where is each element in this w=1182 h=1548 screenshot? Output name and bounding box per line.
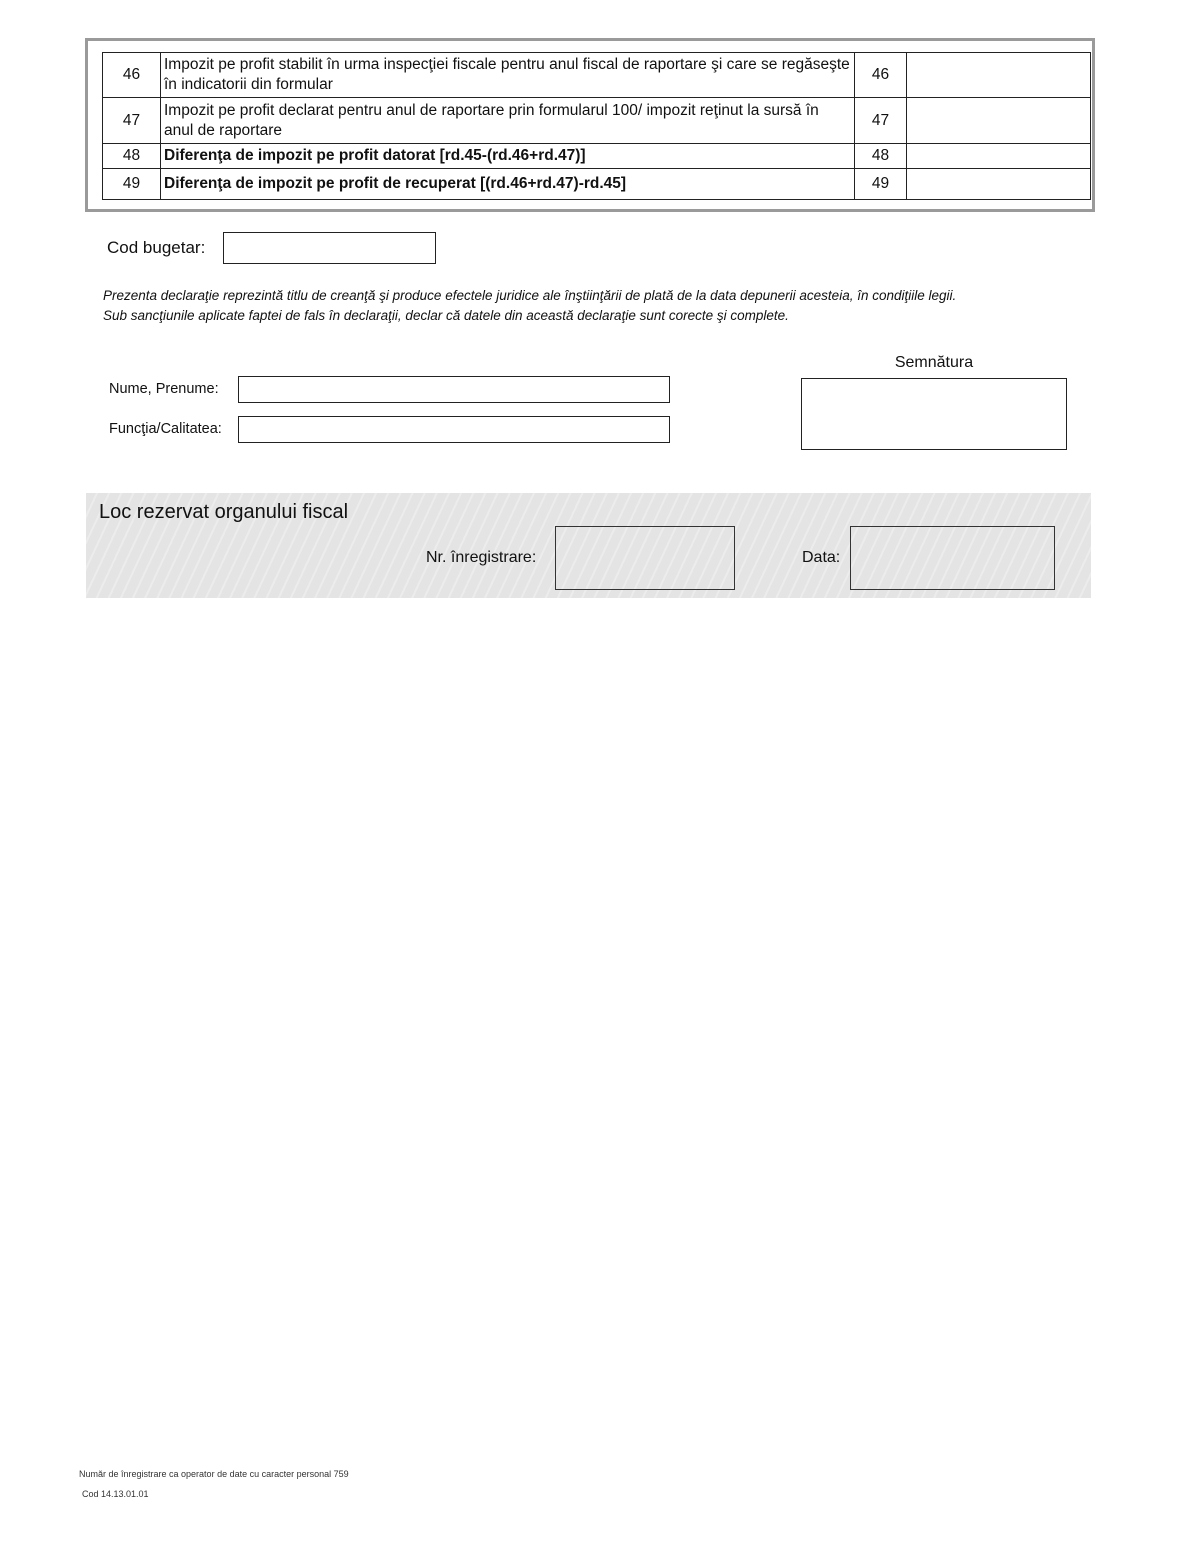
row-code: 47 [855,98,907,144]
row-description: Diferenţa de impozit pe profit datorat [rd.45-(rd.46+rd.47)] [161,144,855,169]
table-row [103,144,1091,169]
row-description: Impozit pe profit declarat pentru anul de raportare prin formularul 100/ impozit reţinut la sursă în anul de raportare [161,98,855,144]
declaration-rows-table [102,52,1091,200]
table-row [103,98,1091,144]
table-row [103,169,1091,200]
registration-number-field[interactable] [555,526,735,590]
footer-operator-number: Număr de înregistrare ca operator de date cu caracter personal 759 [79,1469,349,1479]
fiscal-office-reserved-area [86,493,1091,598]
row-number: 48 [103,144,161,169]
row-description: Impozit pe profit stabilit în urma inspecţiei fiscale pentru anul fiscal de raportare şi care se regăseşte în indicatorii din formular [161,53,855,98]
row-number: 49 [103,169,161,200]
row-code: 48 [855,144,907,169]
name-label: Nume, Prenume: [109,381,219,397]
row-number: 47 [103,98,161,144]
legal-statement-line-2: Sub sancţiunile aplicate faptei de fals în declaraţii, declar că datele din această declaraţie sunt corecte şi complete. [103,308,789,323]
registration-number-label: Nr. înregistrare: [426,549,537,566]
row-number: 46 [103,53,161,98]
signature-box[interactable] [801,378,1067,450]
row-value-field-49[interactable] [907,169,1091,200]
name-field[interactable] [238,376,670,403]
date-label: Data: [802,549,841,566]
legal-statement [103,286,956,326]
role-label: Funcţia/Calitatea: [109,421,222,437]
role-field[interactable] [238,416,670,443]
row-code: 49 [855,169,907,200]
cod-bugetar-field[interactable] [223,232,436,264]
row-code: 46 [855,53,907,98]
row-value-field-48[interactable] [907,144,1091,169]
reserved-area-title: Loc rezervat organului fiscal [99,501,349,523]
signature-label: Semnătura [894,354,974,371]
row-value-field-47[interactable] [907,98,1091,144]
declaration-rows-frame [85,38,1095,212]
legal-statement-line-1: Prezenta declaraţie reprezintă titlu de creanţă şi produce efectele juridice ale înştiinţării de plată de la data depunerii acesteia, în condiţiile legii. [103,288,957,303]
row-description: Diferenţa de impozit pe profit de recuperat [(rd.46+rd.47)-rd.45] [161,169,855,200]
table-row [103,53,1091,98]
row-value-field-46[interactable] [907,53,1091,98]
footer-form-code: Cod 14.13.01.01 [82,1489,149,1499]
cod-bugetar-label: Cod bugetar: [107,238,206,257]
date-field[interactable] [850,526,1055,590]
